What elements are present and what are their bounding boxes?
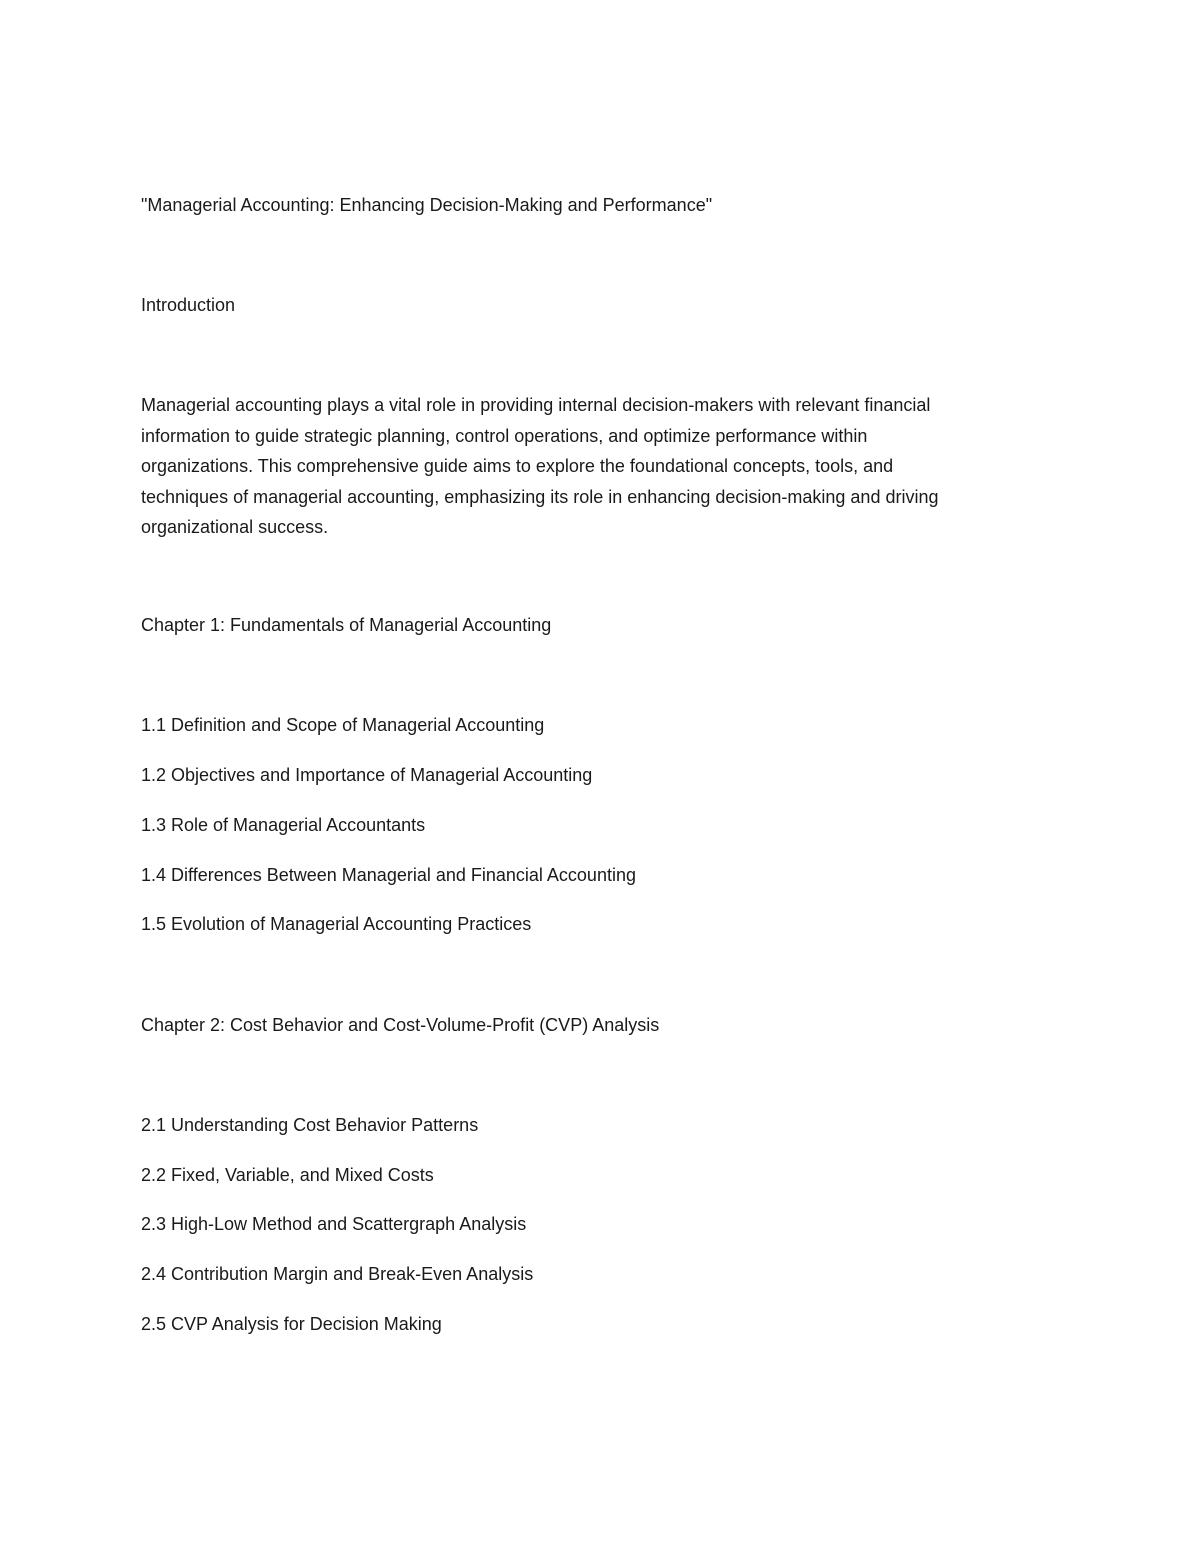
section-item: 2.2 Fixed, Variable, and Mixed Costs bbox=[141, 1165, 434, 1185]
section-item: 2.1 Understanding Cost Behavior Patterns bbox=[141, 1115, 479, 1135]
intro-line: Managerial accounting plays a vital role in providing internal decision-makers with relevant financial bbox=[141, 395, 931, 415]
intro-heading: Introduction bbox=[141, 295, 236, 315]
chapter-1-heading: Chapter 1: Fundamentals of Managerial Accounting bbox=[141, 615, 552, 635]
section-item: 1.5 Evolution of Managerial Accounting Practices bbox=[141, 914, 532, 934]
intro-paragraph bbox=[141, 390, 1031, 543]
intro-line: organizations. This comprehensive guide aims to explore the foundational concepts, tools, and bbox=[141, 456, 894, 476]
intro-line: information to guide strategic planning, control operations, and optimize performance within bbox=[141, 425, 868, 446]
intro-line: techniques of managerial accounting, emphasizing its role in enhancing decision-making and driving bbox=[141, 486, 939, 507]
intro-line: organizational success. bbox=[141, 517, 329, 537]
section-item: 1.1 Definition and Scope of Managerial Accounting bbox=[141, 715, 545, 735]
section-item: 2.3 High-Low Method and Scattergraph Analysis bbox=[141, 1214, 527, 1234]
section-item: 1.2 Objectives and Importance of Managerial Accounting bbox=[141, 765, 593, 785]
document-title: "Managerial Accounting: Enhancing Decision-Making and Performance" bbox=[141, 195, 713, 215]
section-item: 1.3 Role of Managerial Accountants bbox=[141, 815, 426, 835]
section-item: 2.5 CVP Analysis for Decision Making bbox=[141, 1314, 442, 1334]
chapter-2-heading: Chapter 2: Cost Behavior and Cost-Volume-Profit (CVP) Analysis bbox=[141, 1015, 660, 1035]
section-item: 1.4 Differences Between Managerial and Financial Accounting bbox=[141, 865, 636, 885]
section-item: 2.4 Contribution Margin and Break-Even Analysis bbox=[141, 1264, 534, 1284]
